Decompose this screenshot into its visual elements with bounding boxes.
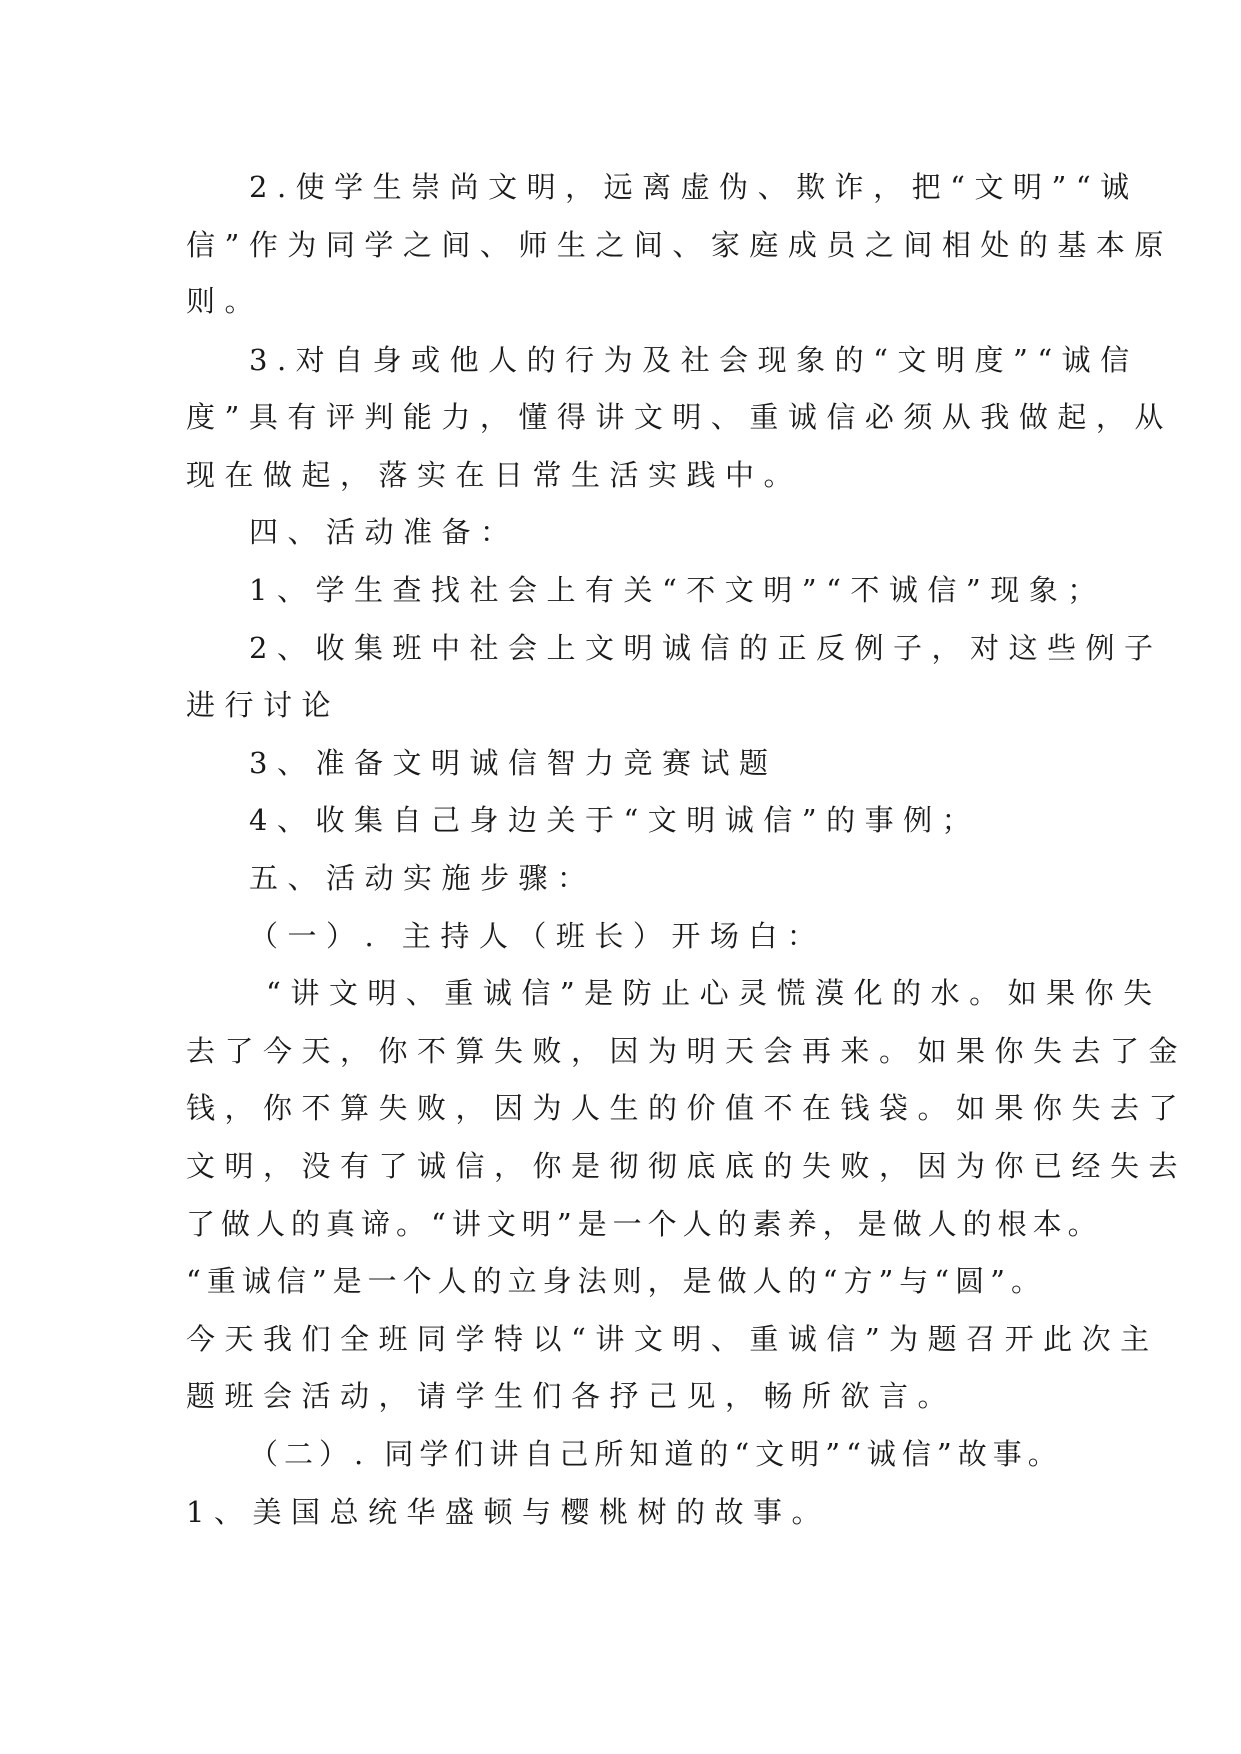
paragraph-line: 钱，你不算失败，因为人生的价值不在钱袋。如果你失去了: [186, 1091, 1188, 1125]
paragraph-line: 今天我们全班同学特以“讲文明、重诚信”为题召开此次主: [186, 1322, 1159, 1356]
paragraph-line: 度”具有评判能力，懂得讲文明、重诚信必须从我做起，从: [186, 400, 1173, 434]
paragraph-line: 题班会活动，请学生们各抒己见，畅所欲言。: [186, 1379, 957, 1413]
paragraph-line: “重诚信”是一个人的立身法则，是做人的“方”与“圆”。: [186, 1264, 1046, 1298]
paragraph-line: 文明，没有了诚信，你是彻彻底底的失败，因为你已经失去: [186, 1149, 1188, 1183]
list-item: 3、准备文明诚信智力竞赛试题: [249, 746, 778, 780]
paragraph-line: 信”作为同学之间、师生之间、家庭成员之间相处的基本原: [186, 228, 1173, 262]
list-item: 1、学生查找社会上有关“不文明”“不诚信”现象；: [249, 573, 1106, 607]
paragraph-line: 了做人的真谛。“讲文明”是一个人的素养，是做人的根本。: [186, 1207, 1103, 1241]
list-item: 进行讨论: [186, 688, 341, 722]
paragraph-line: 则。: [186, 284, 264, 318]
paragraph-line: 现在做起，落实在日常生活实践中。: [186, 458, 803, 492]
list-item: 4、收集自己身边关于“文明诚信”的事例；: [249, 803, 981, 837]
paragraph-line: 3.对自身或他人的行为及社会现象的“文明度”“诚信: [249, 343, 1139, 377]
list-item: 1、美国总统华盛顿与樱桃树的故事。: [186, 1495, 830, 1529]
paragraph-line: 去了今天，你不算失败，因为明天会再来。如果你失去了金: [186, 1034, 1188, 1068]
subsection-heading: （一）. 主持人（班长）开场白：: [249, 919, 826, 953]
paragraph-line: 2.使学生崇尚文明，远离虚伪、欺诈，把“文明”“诚: [249, 170, 1139, 204]
list-item: 2、收集班中社会上文明诚信的正反例子，对这些例子: [249, 631, 1163, 665]
section-heading: 五、活动实施步骤：: [249, 861, 596, 895]
subsection-heading: （二）. 同学们讲自己所知道的“文明”“诚信”故事。: [249, 1437, 1063, 1471]
section-heading: 四、活动准备：: [249, 515, 519, 549]
paragraph-line: “讲文明、重诚信”是防止心灵慌漠化的水。如果你失: [266, 976, 1162, 1010]
